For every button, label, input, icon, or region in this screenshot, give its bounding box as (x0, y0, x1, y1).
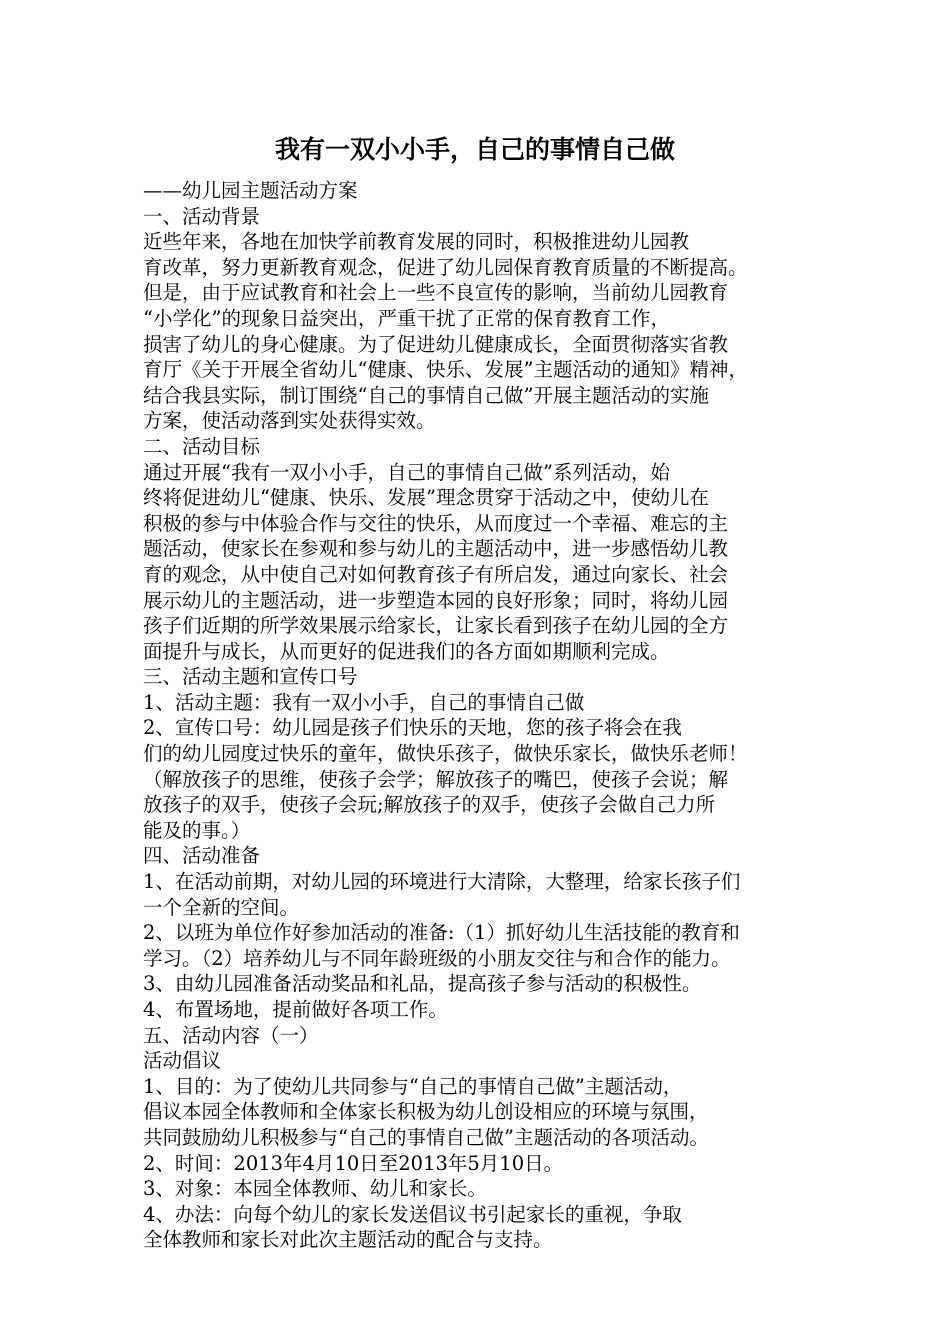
text-line: 题活动，使家长在参观和参与幼儿的主题活动中，进一步感悟幼儿教 (143, 537, 729, 561)
text-line: 一个全新的空间。 (143, 895, 300, 919)
text-line: 2、时间：2013年4月10日至2013年5月10日。 (143, 1151, 564, 1175)
document-title: 我有一双小小手，自己的事情自己做 (274, 135, 675, 164)
text-line: 近些年来，各地在加快学前教育发展的同时，积极推进幼儿园教 (143, 230, 690, 254)
section-heading: 二、活动目标 (143, 434, 261, 458)
text-line: 倡议本园全体教师和全体家长积极为幼儿创设相应的环境与氛围， (143, 1100, 709, 1124)
text-line: 积极的参与中体验合作与交往的快乐，从而度过一个幸福、难忘的主 (143, 511, 729, 535)
section-heading: 四、活动准备 (143, 844, 261, 868)
document-body (143, 178, 833, 1253)
text-line: 共同鼓励幼儿积极参与“自己的事情自己做”主题活动的各项活动。 (143, 1125, 709, 1149)
text-line: 育改革，努力更新教育观念，促进了幼儿园保育教育质量的不断提高。 (143, 255, 748, 279)
section-heading: 五、活动内容（一） (143, 1023, 319, 1047)
text-line: 孩子们近期的所学效果展示给家长，让家长看到孩子在幼儿园的全方 (143, 614, 729, 638)
text-line: 结合我县实际，制订围绕“自己的事情自己做”开展主题活动的实施 (143, 383, 709, 407)
text-line: 面提升与成长，从而更好的促进我们的各方面如期顺利完成。 (143, 639, 670, 663)
text-line: （解放孩子的思维，使孩子会学；解放孩子的嘴巴，使孩子会说；解 (143, 767, 729, 791)
text-line: ——幼儿园主题活动方案 (143, 179, 358, 202)
text-line: 全体教师和家长对此次主题活动的配合与支持。 (143, 1228, 553, 1252)
text-line: “小学化”的现象日益突出，严重干扰了正常的保育教育工作， (143, 306, 670, 330)
text-line: 4、布置场地，提前做好各项工作。 (143, 998, 448, 1021)
text-line: 方案，使活动落到实处获得实效。 (143, 409, 436, 433)
text-line: 展示幼儿的主题活动，进一步塑造本园的良好形象；同时，将幼儿园 (143, 588, 729, 612)
text-line: 通过开展“我有一双小小手，自己的事情自己做”系列活动，始 (143, 460, 670, 484)
text-line: 能及的事。） (143, 818, 251, 842)
text-line: 1、目的：为了使幼儿共同参与“自己的事情自己做”主题活动， (143, 1074, 683, 1098)
text-line: 但是，由于应试教育和社会上一些不良宣传的影响，当前幼儿园教育 (143, 281, 729, 305)
text-line: 育的观念，从中使自己对如何教育孩子有所启发，通过向家长、社会 (143, 562, 729, 586)
text-line: 2、以班为单位作好参加活动的准备:（1）抓好幼儿生活技能的教育和 (143, 921, 740, 945)
text-line: 1、活动主题：我有一双小小手，自己的事情自己做 (143, 690, 585, 714)
text-line: 活动倡议 (143, 1049, 222, 1073)
text-line: 损害了幼儿的身心健康。为了促进幼儿健康成长，全面贯彻落实省教 (143, 332, 729, 356)
text-line: 们的幼儿园度过快乐的童年，做快乐孩子，做快乐家长，做快乐老师！ (143, 742, 748, 766)
text-line: 2、宣传口号：幼儿园是孩子们快乐的天地，您的孩子将会在我 (143, 716, 682, 740)
text-line: 学习。（2）培养幼儿与不同年龄班级的小朋友交往与和合作的能力。 (143, 946, 731, 970)
text-line: 4、办法：向每个幼儿的家长发送倡议书引起家长的重视，争取 (143, 1202, 682, 1226)
text-line: 放孩子的双手，使孩子会玩;解放孩子的双手，使孩子会做自己力所 (143, 793, 716, 817)
section-heading: 三、活动主题和宣传口号 (143, 665, 358, 689)
text-line: 育厅《关于开展全省幼儿“健康、快乐、发展”主题活动的通知》精神， (143, 358, 748, 382)
section-heading: 一、活动背景 (143, 204, 261, 228)
text-line: 终将促进幼儿“健康、快乐、发展”理念贯穿于活动之中，使幼儿在 (143, 486, 709, 510)
text-line: 3、由幼儿园准备活动奖品和礼品，提高孩子参与活动的积极性。 (143, 972, 702, 996)
text-line: 1、在活动前期，对幼儿园的环境进行大清除，大整理，给家长孩子们 (143, 870, 741, 894)
text-line: 3、对象：本园全体教师、幼儿和家长。 (143, 1177, 487, 1201)
